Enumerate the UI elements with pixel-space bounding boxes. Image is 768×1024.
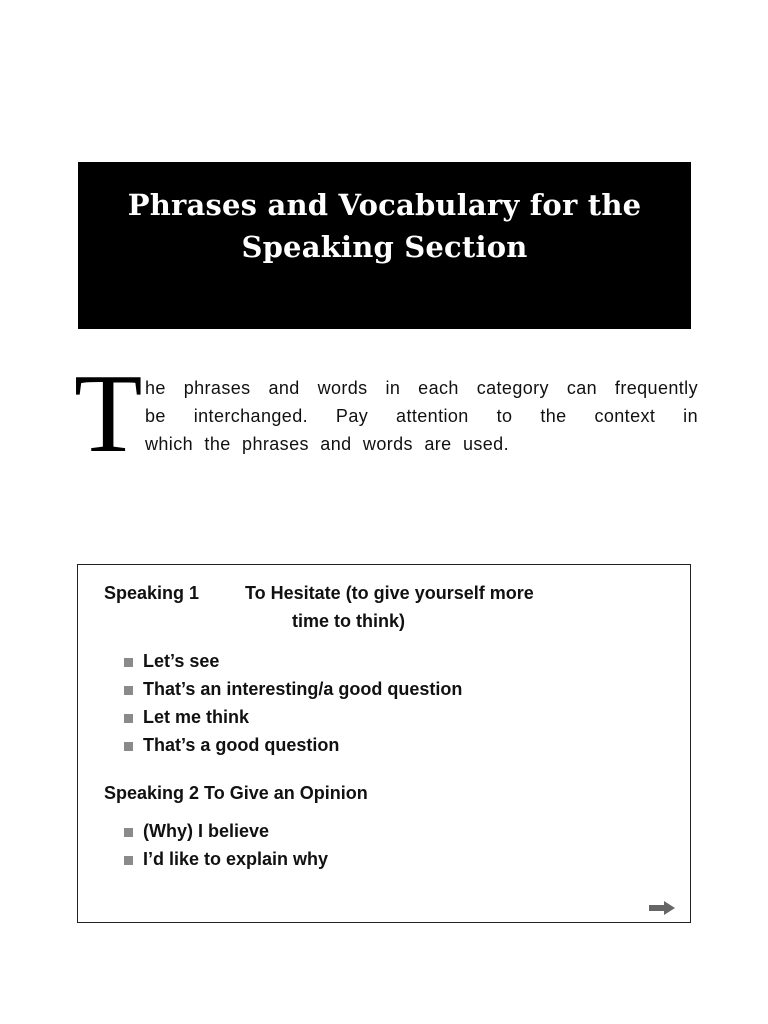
speaking-1-title-continued: time to think) (292, 611, 405, 631)
intro-line: which the phrases and words are used. (145, 434, 509, 454)
page-title-line-2: Speaking Section (241, 230, 528, 264)
phrase-text: Let me think (143, 707, 250, 727)
drop-cap: T (74, 352, 143, 476)
arrow-right-icon[interactable] (648, 900, 676, 916)
phrase-text: That’s a good question (143, 735, 340, 755)
square-bullet-icon (124, 856, 133, 865)
page-title-line-1: Phrases and Vocabulary for the (127, 188, 642, 222)
speaking-1-title: To Hesitate (to give yourself more (245, 583, 534, 603)
speaking-1-phrase-list (124, 647, 462, 759)
phrase-text: Let’s see (143, 651, 220, 671)
speaking-1-label: Speaking 1 (104, 583, 200, 603)
speaking-2-phrase-list (124, 817, 328, 873)
phrase-text: (Why) I believe (143, 821, 270, 841)
square-bullet-icon (124, 686, 133, 695)
square-bullet-icon (124, 828, 133, 837)
list-item (124, 703, 462, 731)
list-item (124, 647, 462, 675)
list-item (124, 845, 328, 873)
list-item (124, 675, 462, 703)
intro-line: he phrases and words in each category can frequently (145, 378, 698, 398)
speaking-2-heading: Speaking 2 To Give an Opinion (104, 783, 368, 803)
list-item (124, 731, 462, 759)
title-banner (78, 162, 691, 329)
intro-line: be interchanged. Pay attention to the context in (145, 406, 698, 426)
phrase-box (77, 564, 691, 923)
intro-text (145, 374, 698, 458)
list-item (124, 817, 328, 845)
square-bullet-icon (124, 658, 133, 667)
phrase-text: That’s an interesting/a good question (143, 679, 463, 699)
square-bullet-icon (124, 742, 133, 751)
phrase-text: I’d like to explain why (143, 849, 329, 869)
intro-paragraph (74, 352, 698, 476)
square-bullet-icon (124, 714, 133, 723)
